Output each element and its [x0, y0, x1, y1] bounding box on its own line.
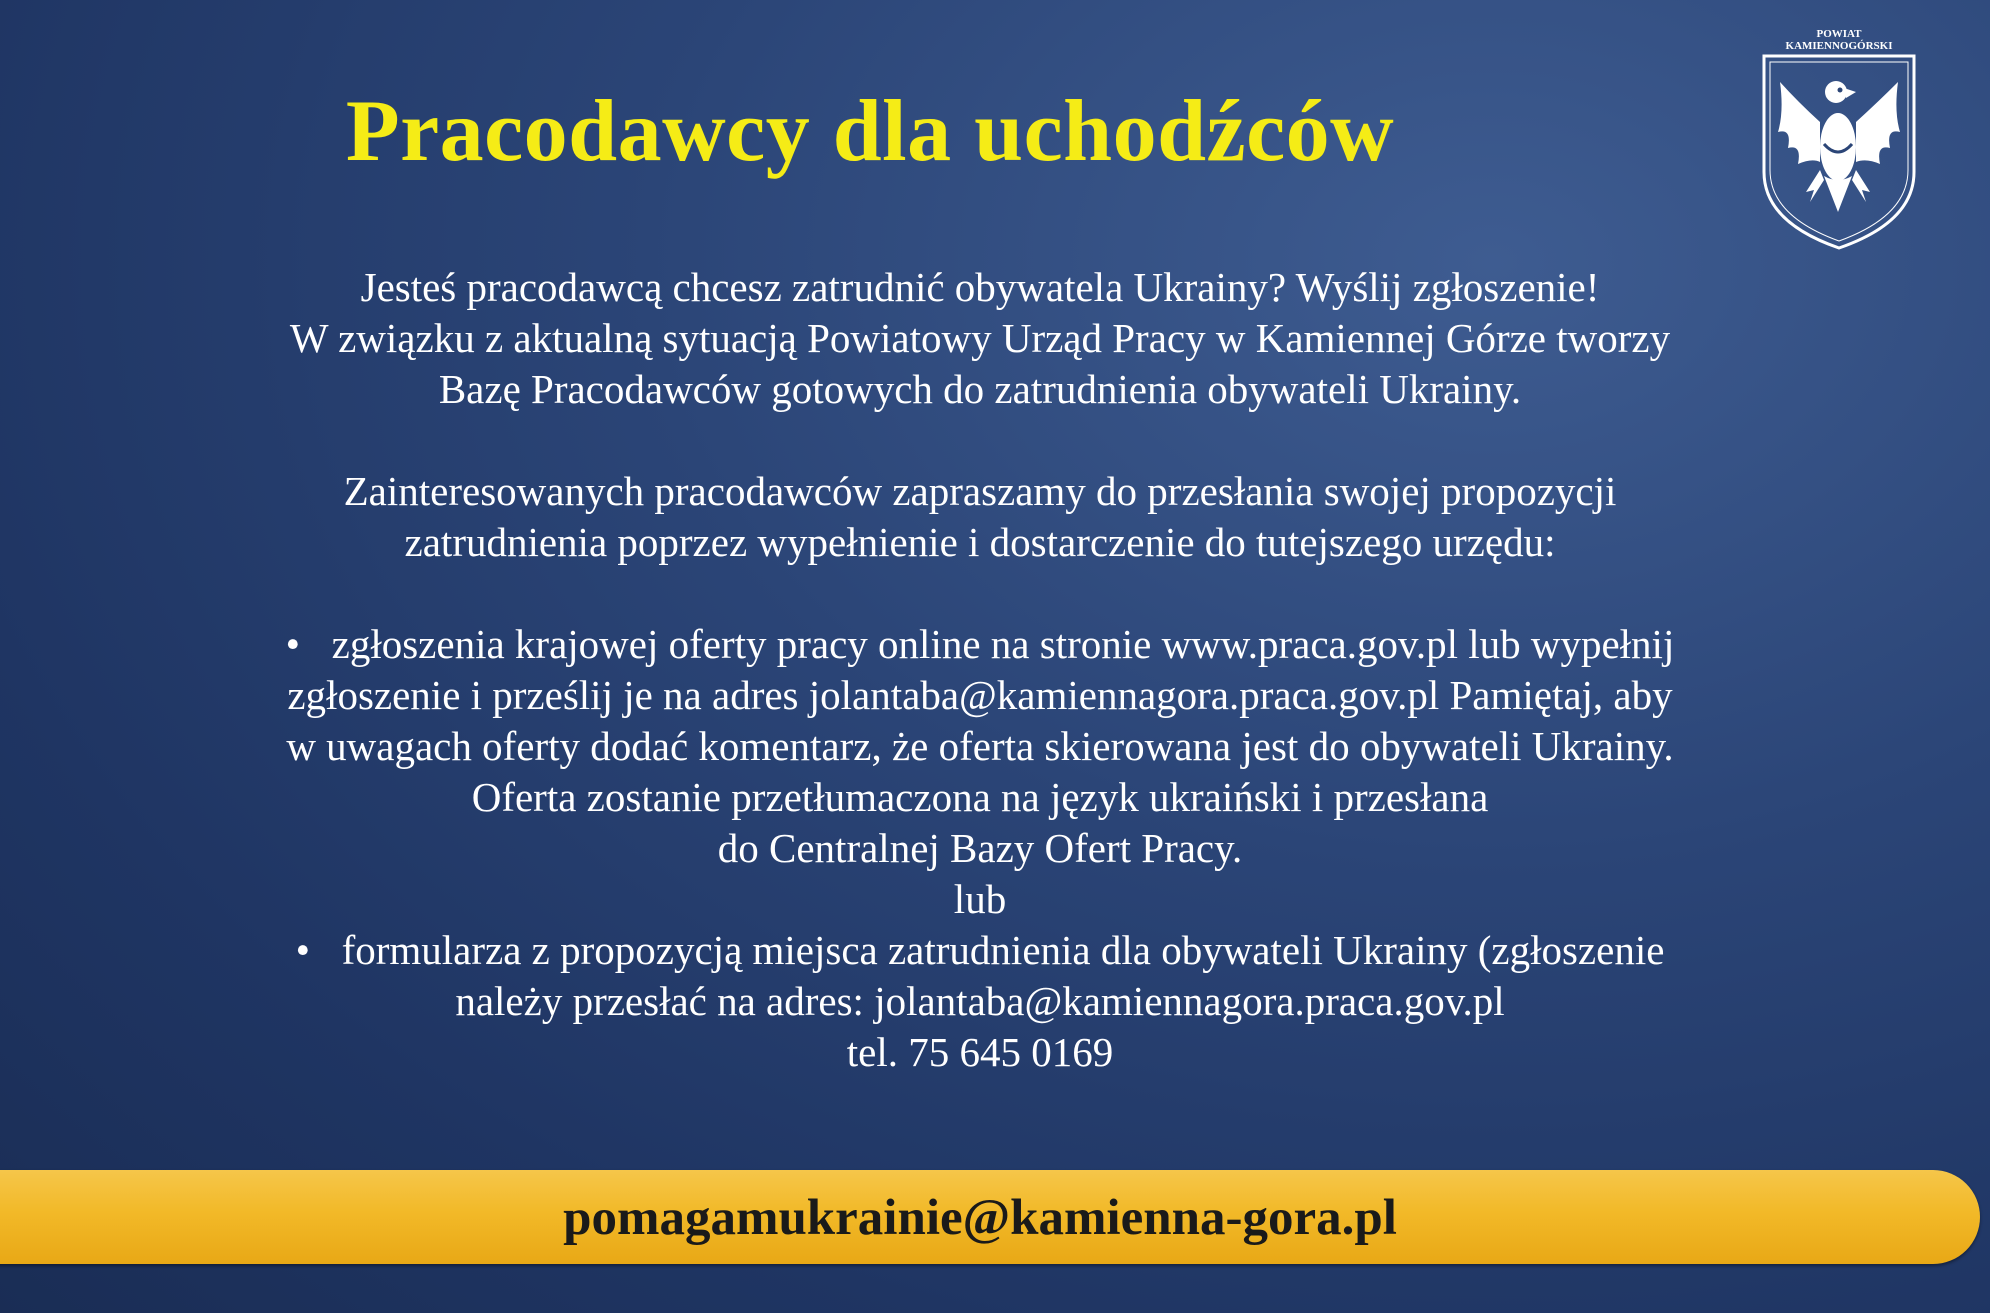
crest-caption: [1758, 28, 1920, 52]
bullet1-line5: do Centralnej Bazy Ofert Pracy.: [717, 825, 1243, 871]
bullet2-line2: należy przesłać na adres: jolantaba@kamiennagora.praca.gov.pl: [455, 978, 1505, 1024]
separator-text: lub: [953, 876, 1007, 922]
crest-caption-line2: KAMIENNOGÓRSKI: [1785, 40, 1893, 52]
bullet2-line1: formularza z propozycją miejsca zatrudnienia dla obywateli Ukrainy (zgłoszenie: [341, 927, 1665, 973]
paragraph1-line2: W związku z aktualną sytuacją Powiatowy Urząd Pracy w Kamiennej Górze tworzy: [289, 315, 1671, 361]
footer-email: pomagamukrainie@kamienna-gora.pl: [563, 1190, 1397, 1246]
bullet1-line2: zgłoszenie i prześlij je na adres jolantaba@kamiennagora.praca.gov.pl Pamiętaj, aby: [287, 672, 1673, 718]
bullet1-first-line: [120, 619, 1840, 670]
county-crest: [1758, 28, 1920, 256]
spacer: [120, 568, 1840, 619]
bullet1-line3: w uwagach oferty dodać komentarz, że oferta skierowana jest do obywateli Ukrainy.: [286, 723, 1674, 769]
bullet1-line1: zgłoszenia krajowej oferty pracy online na stronie www.praca.gov.pl lub wypełnij: [331, 621, 1675, 667]
paragraph2-line2: zatrudnienia poprzez wypełnienie i dostarczenie do tutejszego urzędu:: [404, 519, 1556, 565]
announcement-body: [120, 262, 1840, 1078]
crest-caption-line1: POWIAT: [1816, 28, 1862, 40]
spacer: [120, 415, 1840, 466]
page-title: Pracodawcy dla uchodźców: [345, 83, 1395, 180]
paragraph1-line1: Jesteś pracodawcą chcesz zatrudnić obywatela Ukrainy? Wyślij zgłoszenie!: [360, 264, 1600, 310]
bullet2-first-line: [120, 925, 1840, 976]
bullet-marker: •: [295, 927, 310, 973]
bullet-marker: •: [285, 621, 300, 667]
paragraph2-line1: Zainteresowanych pracodawców zapraszamy do przesłania swojej propozycji: [343, 468, 1617, 514]
bullet2-line3: tel. 75 645 0169: [846, 1029, 1114, 1075]
paragraph1-line3: Bazę Pracodawców gotowych do zatrudnienia obywateli Ukrainy.: [438, 366, 1522, 412]
eagle-crest-icon: [1758, 52, 1920, 252]
bullet1-line4: Oferta zostanie przetłumaczona na język ukraiński i przesłana: [471, 774, 1489, 820]
